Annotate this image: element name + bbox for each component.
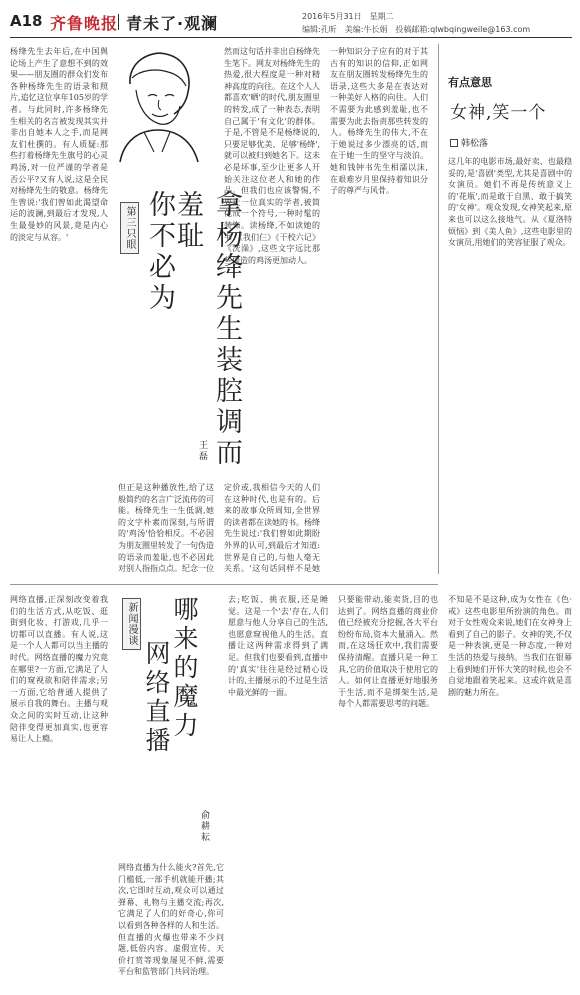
article3-author: 俞耕耘 — [199, 810, 209, 843]
article1-body-col2: 然而这句话并非出自杨绛先生笔下。网友对杨绛先生的热爱,很大程度是一种对精神高度的向往。在这个人人都喜欢'晒'的时代,朋友圈里的转发,成了一种表态,表明自己属于'有文化'的群体。于是,不管是不是杨绛说的,只要足够优美、足够'杨绛',就可以被归到她名下。这未必是坏事,至少让更多人开始关注这位老人和她的作品。但我们也应该警惕,不要让一位真实的学者,被简化成一个符号,一种时髦的装饰。读杨绛,不如读她的书,《我们仨》《干校六记》《洗澡》,这些文字远比那些伪造的鸡汤更加动人。 — [224, 47, 320, 265]
article2-body-col2: 不知是不是这种,成为女性在《色·戒》这些电影里所扮演的角色。而对于女性观众来说,她们在女神身上看到了自己的影子。女神的笑,不仅是一种表演,更是一种态度,一种对生活的热爱与接纳。当我们在银幕上看到她们开怀大笑的时候,也会不自觉地跟着笑起来。这或许就是喜剧的魅力所在。 — [448, 595, 572, 697]
author-box-icon — [450, 139, 458, 147]
article1-body-col4: 定价或,我相信今天的人们在这种时代,也是有的。后来的故事众所周知,全世界的读者都在读她的书。杨绛先生说过:'我们曾如此期盼外界的认可,到最后才知道:世界是自己的,与他人毫无关系。'这句话同样不是她 — [224, 483, 320, 574]
page-number: A18 — [10, 12, 43, 30]
article1-body-col1: 杨绛先生去年后,在中国舆论场上产生了意想不到的效果——朋友圈的群众们发布各种杨绛先生的语录和照片,追忆这位享年105岁的学者。与此同时,许多杨绛先生相关的名言被发现其实并非出自她本人之手,而是网友们杜撰的。有人质疑:那些打着杨绛先生旗号的心灵鸡汤,对一位严谨的学者是否公平?又有人说,这是全民对杨绛先生的敬意。杨绛先生曾说:'我们曾如此渴望命运的波澜,到最后才发现,人生最曼妙的风景,竟是内心的淡定与从容。' — [10, 47, 108, 242]
article1-title-line1: 拿杨绛先生装腔调而羞耻 — [172, 190, 242, 469]
section-divider — [10, 584, 438, 585]
column-divider — [438, 44, 439, 574]
article1-title-line2: 你不必为 — [144, 190, 175, 314]
page-header — [10, 8, 572, 38]
article3-title-line2: 网络直播 — [142, 640, 171, 756]
article1-body-col5: 一种知识分子应有的对于其古有的知识的信仰,正如网友在朋友圈转发杨绛先生的语录,这些大多是在表达对一种美好人格的向往。人们不需要为此感到羞耻,也不需要为此去指责那些转发的人。杨绛先生的伟大,不在于她说过多少漂亮的话,而在于她一生的坚守与淡泊。她和钱钟书先生相濡以沫,在艰难岁月里保持着知识分子的尊严与风骨。 — [330, 47, 428, 196]
article2-body-col1: 这几年的电影市场,最好卖、也最稳妥的,是'喜剧'类型,尤其是喜剧中的女演员。她们不再是传统意义上的'花瓶',而是敢于自黑、敢于搞笑的'女神'。观众发现,女神笑起来,原来也可以这么接地气。从《夏洛特烦恼》到《美人鱼》,这些电影里的女演员,用她们的笑容征服了观众。 — [448, 157, 572, 248]
article2-column-tag: 有点意思 — [448, 76, 492, 89]
article1-column-tag: 第三只眼 — [120, 202, 139, 254]
section-title: 青未了·观澜 — [126, 14, 219, 33]
editor-line: 编辑:孔昕 美编:牛长娟 投稿邮箱:qlwbqingweile@163.com — [302, 25, 531, 34]
article1-author: 王磊 — [197, 440, 207, 462]
newspaper-logo: 齐鲁晚报 — [50, 14, 119, 33]
article3-body-col2: 网络直播为什么能火?首先,它门槛低,一部手机就能开播;其次,它即时互动,观众可以通过弹幕、礼物与主播交流;再次,它满足了人们的好奇心,你可以看到各种各样的人和生活。但直播的火爆也带来不少问题,低俗内容、虚假宣传、天价打赏等现象屡见不鲜,需要平台和监管部门共同治理。 — [118, 863, 224, 977]
article3-title-line1: 哪来的魔力 — [170, 596, 199, 741]
article2-author — [450, 136, 488, 149]
article2-title: 女神,笑一个 — [450, 103, 547, 123]
article3-body-col5: 只要能带动,能卖货,目的也达到了。网络直播的商业价值已经被充分挖掘,各大平台纷纷布局,资本大量涌入。然而,在这场狂欢中,我们需要保持清醒。直播只是一种工具,它的价值取决于使用它的人。如何让直播更好地服务于生活,而不是绑架生活,是每个人都需要思考的问题。 — [338, 595, 438, 709]
article2-author-name: 韩松落 — [461, 139, 489, 149]
date-line: 2016年5月31日 星期二 — [302, 12, 394, 21]
article3-body-col4: 去;吃饭、挑衣服,还是睡觉。这是一个'去'存在,人们愿意与他人分享自己的生活,也愿意窥视他人的生活。直播让这两种需求得到了满足。但我们也要看到,直播中的'真实'往往是经过精心设计的,主播展示的不过是生活中最光鲜的一面。 — [228, 595, 328, 697]
header-divider — [118, 14, 119, 30]
portrait-illustration — [110, 44, 208, 164]
article1-body-col3: 但正是这种播放性,给了这般简约的名言广泛流传的可能。杨绛先生一生低调,她的文字朴素而深刻,与所谓的'鸡汤'恰恰相反。不必因为朋友圈里转发了一句伪造的语录而羞耻,也不必因此对别人指指点点。纪念一位 — [118, 483, 214, 574]
article3-column-tag: 新闻漫谈 — [122, 598, 141, 650]
article3-body-col1: 网络直播,正深刻改变着我们的生活方式,从吃饭、逛街到化妆、打游戏,几乎一切都可以直播。有人说,这是一个人人都可以当主播的时代。网络直播的魔力究竟在哪里?一方面,它满足了人们的窥视欲和陪伴需求;另一方面,它给普通人提供了展示自我的舞台。主播与观众之间的实时互动,让这种陪伴变得更加真实,也更容易让人上瘾。 — [10, 595, 108, 744]
